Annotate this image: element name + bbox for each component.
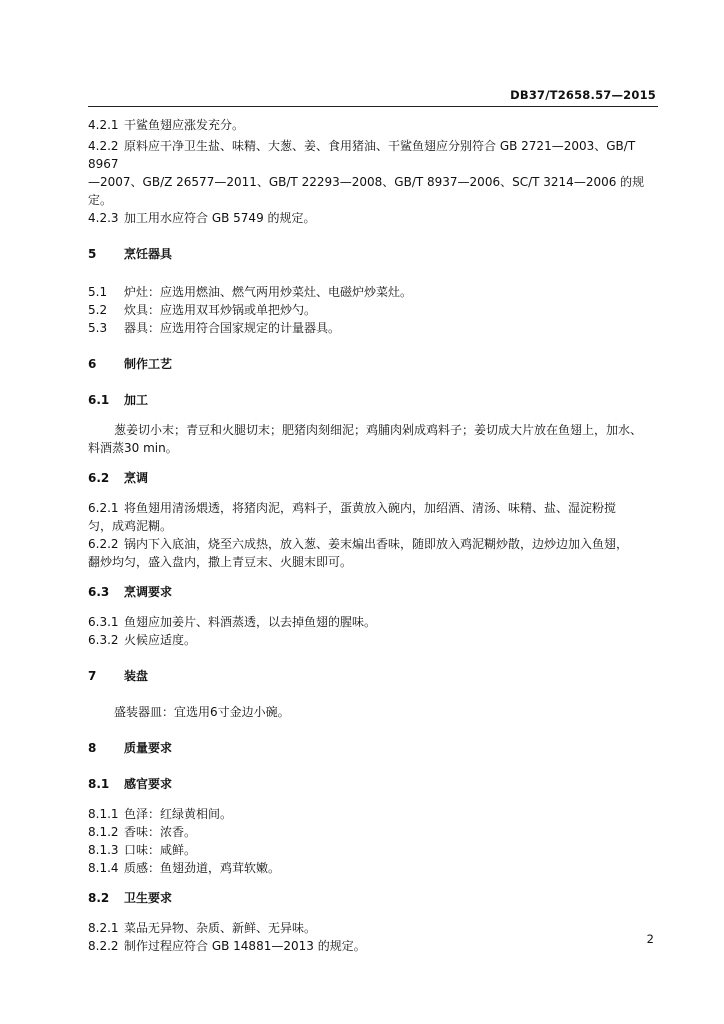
- clause-6-2-heading: 6.2 烹调: [88, 471, 149, 485]
- clause-6-2-1-cont: 匀，成鸡泥糊。: [88, 519, 173, 533]
- section-8-heading: 8 质量要求: [88, 741, 173, 755]
- clause-8-1-4: 8.1.4 质感：鱼翅劲道，鸡茸软嫩。: [88, 861, 281, 875]
- clause-8-1-3: 8.1.3 口味：咸鲜。: [88, 843, 197, 857]
- clause-6-3-2: 6.3.2 火候应适度。: [88, 633, 197, 647]
- clause-8-2-1: 8.2.1 菜品无异物、杂质、新鲜、无异味。: [88, 921, 317, 935]
- clause-4-2-2-cont: —2007、GB/Z 26577—2011、GB/T 22293—2008、GB/T 8937—2006、SC/T 3214—2006 的规定。: [88, 175, 645, 207]
- clause-8-1-2: 8.1.2 香味：浓香。: [88, 825, 197, 839]
- clause-4-2-1: 4.2.1 干鲨鱼翅应涨发充分。: [88, 118, 245, 132]
- page-number: 2: [646, 932, 654, 946]
- clause-6-2-2: 6.2.2 锅内下入底油，烧至六成热，放入葱、姜末煸出香味，随即放入鸡泥糊炒散，边炒边加入鱼翅，: [88, 537, 629, 551]
- clause-4-2-3: 4.2.3 加工用水应符合 GB 5749 的规定。: [88, 211, 316, 225]
- clause-6-3-1: 6.3.1 鱼翅应加姜片、料酒蒸透，以去掉鱼翅的腥味。: [88, 615, 377, 629]
- clause-8-1-1: 8.1.1 色泽：红绿黄相间。: [88, 807, 233, 821]
- clause-6-2-2-cont: 翻炒均匀，盛入盘内，撒上青豆末、火腿末即可。: [88, 555, 353, 569]
- plating-vessel: 盛装器皿：宜选用6寸金边小碗。: [114, 705, 290, 719]
- clause-4-2-2: 4.2.2 原料应干净卫生盐、味精、大葱、姜、食用猪油、干鲨鱼翅应分别符合 GB 2721—2003、GB/T 8967: [88, 139, 636, 171]
- clause-8-2-heading: 8.2 卫生要求: [88, 891, 173, 905]
- header-rule: [88, 106, 658, 107]
- document-body: [88, 116, 658, 955]
- clause-6-1-text-cont: 料酒蒸30 min。: [88, 441, 178, 455]
- clause-5-2: 5.2 炊具：应选用双耳炒锅或单把炒勺。: [88, 303, 317, 317]
- section-7-heading: 7 装盘: [88, 669, 149, 683]
- clause-6-3-heading: 6.3 烹调要求: [88, 585, 173, 599]
- clause-8-2-2: 8.2.2 制作过程应符合 GB 14881—2013 的规定。: [88, 939, 366, 953]
- clause-6-1-text: 葱姜切小末；青豆和火腿切末；肥猪肉刻细泥；鸡脯肉剁成鸡料子；姜切成大片放在鱼翅上，加水、: [114, 423, 643, 437]
- clause-5-1: 5.1 炉灶：应选用燃油、燃气两用炒菜灶、电磁炉炒菜灶。: [88, 285, 413, 299]
- standard-code: DB37/T2658.57—2015: [510, 88, 656, 102]
- clause-8-1-heading: 8.1 感官要求: [88, 777, 173, 791]
- section-5-heading: 5 烹饪器具: [88, 247, 173, 261]
- section-6-heading: 6 制作工艺: [88, 357, 173, 371]
- clause-6-1-heading: 6.1 加工: [88, 393, 149, 407]
- clause-6-2-1: 6.2.1 将鱼翅用清汤煨透，将猪肉泥，鸡料子，蛋黄放入碗内，加绍酒、清汤、味精、盐、湿淀粉搅: [88, 501, 617, 515]
- clause-5-3: 5.3 器具：应选用符合国家规定的计量器具。: [88, 321, 341, 335]
